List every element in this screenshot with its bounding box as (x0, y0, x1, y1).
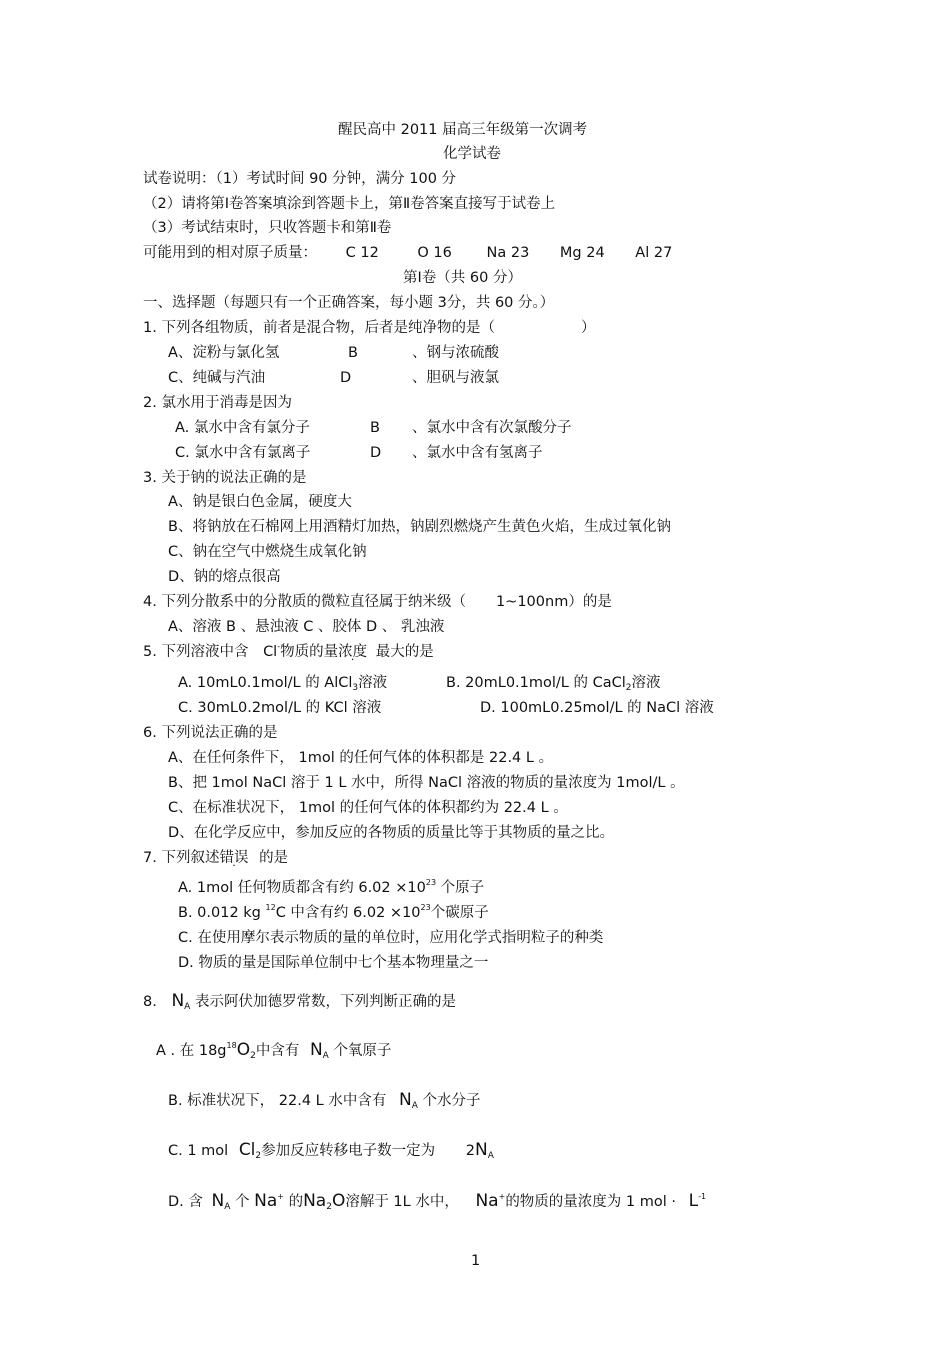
q7-option-d: D. 物质的量是国际单位制中七个基本物理量之一 (178, 955, 489, 971)
q5-option-b-sub: 2 (625, 683, 632, 693)
q7-option-a-post: 个原子 (440, 880, 485, 896)
atomic-mass-na: Na 23 (486, 245, 530, 261)
q4-stem-text: 4. 下列分散系中的分散质的微粒直径属于纳米级（ (143, 594, 466, 610)
q8-option-d-mid3: 溶解于 1L 水中， (345, 1194, 459, 1210)
section-heading: 一、选择题（每题只有一个正确答案，每小题 3分，共 60 分。） (143, 295, 555, 311)
q8-option-d-na: N (211, 1191, 225, 1211)
atomic-mass-al: Al 27 (635, 245, 673, 261)
q5-option-b (446, 674, 660, 692)
q8-option-c-clsub: 2 (255, 1151, 262, 1161)
q8-option-c-mid: 参加反应转移电子数一定为 (261, 1143, 436, 1159)
q8-option-c-cl: Cl (238, 1140, 256, 1160)
q7-stem-post: 的是 (259, 850, 289, 866)
q2-option-b-letter: B (370, 420, 380, 436)
q5-stem-pre: 5. 下列溶液中含 (143, 644, 249, 660)
q8-na: N (171, 991, 185, 1011)
q7-option-c: C. 在使用摩尔表示物质的量的单位时，应用化学式指明粒子的种类 (178, 930, 604, 946)
q7-option-a (178, 879, 484, 897)
q5-stem-mid: 物质的量 (280, 644, 339, 660)
q5-option-a-sub: 3 (352, 683, 359, 693)
q8-option-d (168, 1192, 706, 1211)
q8-option-b-post: 个水分子 (422, 1093, 481, 1109)
q5-stem (143, 643, 434, 661)
q8-option-a-pre: A . 在 18g (156, 1043, 227, 1059)
q3-option-b: B、将钠放在石棉网上用酒精灯加热，钠剧烈燃烧产生黄色火焰，生成过氧化钠 (168, 519, 671, 535)
q5-option-b-end: 溶液 (631, 675, 661, 691)
q6-stem: 6. 下列说法正确的是 (143, 725, 278, 741)
q8-option-d-oxide-sub: 2 (326, 1202, 332, 1212)
q1-stem (143, 319, 595, 337)
q5-option-a-text: A. 10mL0.1mol/L 的 AlCl (178, 675, 353, 691)
q8-option-a-o: O (236, 1040, 251, 1060)
q5-option-d: D. 100mL0.25mol/L 的 NaCl 溶液 (480, 700, 714, 716)
q7-stem (143, 849, 288, 867)
instructions-line2: （2）请将第Ⅰ卷答案填涂到答题卡上，第Ⅱ卷答案直接写于试卷上 (143, 196, 556, 212)
q2-option-a: A. 氯水中含有氯分子 (175, 420, 310, 436)
q7-option-a-pre: A. 1mol 任何物质都含有约 6.02 ×10 (178, 880, 426, 896)
q8-option-d-unit: L (688, 1191, 699, 1211)
atomic-mass-line (143, 244, 672, 262)
atomic-mass-o: O 16 (417, 245, 452, 261)
q8-number: 8. (143, 994, 157, 1010)
q6-option-b: B、把 1mol NaCl 溶于 1 L 水中，所得 NaCl 溶液的物质的量浓度为 1mol/L 。 (168, 775, 685, 791)
atomic-mass-label: 可能用到的相对原子质量： (143, 245, 317, 261)
q8-option-d-mid2: 的 (288, 1194, 304, 1210)
page-number: 1 (471, 1253, 481, 1269)
q8-option-d-oxide-o: O (331, 1191, 346, 1211)
instructions-label: 试卷说明： (143, 171, 216, 187)
q3-stem: 3. 关于钠的说法正确的是 (143, 470, 307, 486)
q8-option-a-post: 个氧原子 (333, 1043, 392, 1059)
instructions-line3: （3）考试结束时，只收答题卡和第Ⅱ卷 (143, 220, 392, 236)
q8-option-d-mid1: 个 (235, 1194, 250, 1210)
q6-option-c: C、在标准状况下， 1mol 的任何气体的体积都约为 22.4 L 。 (168, 800, 568, 816)
q7-option-b-pre: B. 0.012 kg (178, 905, 261, 921)
q5-option-b-text: B. 20mL0.1mol/L 的 CaCl (446, 675, 626, 691)
q8-option-a-na-sub: A (322, 1051, 329, 1061)
q5-option-c: C. 30mL0.2mol/L 的 KCl 溶液 (178, 700, 382, 716)
atomic-mass-mg: Mg 24 (559, 245, 605, 261)
q2-option-c: C. 氯水中含有氯离子 (175, 445, 311, 461)
q3-option-a: A、钠是银白色金属，硬度大 (168, 494, 352, 510)
q5-option-a (178, 674, 387, 692)
q4-stem (143, 593, 612, 611)
q8-option-d-mid4: 的物质的量浓度为 1 mol · (505, 1194, 676, 1210)
q5-ion-charge: - (277, 642, 281, 651)
q8-option-b (168, 1091, 480, 1110)
q5-ion: Cl (263, 644, 278, 660)
q1-stem-text: 1. 下列各组物质，前者是混合物，后者是纯净物的是（ (143, 320, 495, 336)
q8-option-c-num: 2 (465, 1143, 475, 1159)
q8-option-d-oxide-na: Na (303, 1191, 327, 1211)
exam-subtitle: 化学试卷 (443, 146, 501, 162)
q8-option-a (156, 1041, 391, 1060)
q1-option-d: 、胆矾与液氯 (412, 370, 499, 386)
q4-options: A、溶液 B 、悬浊液 C 、胶体 D 、 乳浊液 (168, 619, 445, 635)
q8-option-b-na: N (398, 1090, 412, 1110)
q8-option-a-mid: 中含有 (255, 1043, 300, 1059)
q5-stem-post: 最大的是 (375, 644, 434, 660)
q8-stem-post: 表示阿伏加德罗常数，下列判断正确的是 (194, 994, 456, 1010)
q6-option-a: A、在任何条件下， 1mol 的任何气体的体积都是 22.4 L 。 (168, 750, 554, 766)
q8-option-d-na-sub: A (224, 1202, 231, 1212)
instructions-time: （1）考试时间 90 分钟，满分 100 分 (215, 171, 457, 187)
q8-option-c (168, 1141, 494, 1160)
q3-option-d: D、钠的熔点很高 (168, 569, 281, 585)
q8-stem (143, 992, 456, 1011)
q1-stem-end: ） (580, 320, 596, 336)
q8-option-a-na: N (309, 1040, 323, 1060)
q8-option-c-na: N (474, 1140, 488, 1160)
q8-option-c-na-sub: A (487, 1151, 494, 1161)
q7-stem-emphasis: 错误 (219, 850, 249, 866)
q4-stem-range: 1~100nm）的是 (495, 594, 612, 610)
q7-option-b-sup1: 12 (265, 903, 276, 912)
q7-stem-pre: 7. 下列叙述 (143, 850, 220, 866)
q8-option-b-na-sub: A (411, 1101, 418, 1111)
instructions-line1 (143, 170, 456, 188)
exam-title: 醒民高中 2011 届高三年级第一次调考 (338, 122, 588, 138)
q5-option-a-end: 溶液 (358, 675, 388, 691)
q8-option-d-ion-charge: + (277, 1192, 284, 1201)
q8-option-a-sup: 18 (226, 1041, 237, 1050)
q7-option-b-post: 个碳原子 (430, 905, 489, 921)
q2-option-b: 、氯水中含有次氯酸分子 (412, 420, 572, 436)
q1-option-b-letter: B (348, 345, 358, 361)
q1-option-d-letter: D (340, 370, 352, 386)
q5-stem-emphasis: 浓度 (338, 644, 368, 660)
q2-stem: 2. 氯水用于消毒是因为 (143, 395, 292, 411)
atomic-mass-c: C 12 (345, 245, 379, 261)
q8-option-d-ion: Na (254, 1191, 278, 1211)
q8-option-d-pre: D. 含 (168, 1194, 203, 1210)
q8-option-d-ion2-charge: + (498, 1192, 506, 1201)
q2-option-d-letter: D (370, 445, 382, 461)
q8-option-d-unit-sup: -1 (698, 1192, 707, 1201)
q8-na-sub: A (184, 1002, 191, 1012)
q7-option-b-mid: C 中含有约 6.02 ×10 (275, 905, 421, 921)
q7-option-b (178, 904, 489, 922)
q1-option-c: C、纯碱与汽油 (168, 370, 266, 386)
q7-option-a-sup: 23 (425, 878, 437, 887)
section-title: 第Ⅰ卷（共 60 分） (403, 270, 522, 286)
q7-option-b-sup2: 23 (420, 903, 431, 912)
q6-option-d: D、在化学反应中，参加反应的各物质的质量比等于其物质的量之比。 (168, 825, 615, 841)
q2-option-d: 、氯水中含有氢离子 (412, 445, 543, 461)
q1-option-b: 、钢与浓硫酸 (412, 345, 499, 361)
q8-option-a-osub: 2 (250, 1051, 256, 1061)
q3-option-c: C、钠在空气中燃烧生成氧化钠 (168, 544, 367, 560)
q8-option-b-pre: B. 标准状况下， 22.4 L 水中含有 (168, 1093, 387, 1109)
q1-option-a: A、淀粉与氯化氢 (168, 345, 280, 361)
q8-option-c-pre: C. 1 mol (168, 1143, 229, 1159)
q8-option-d-ion2: Na (475, 1191, 499, 1211)
